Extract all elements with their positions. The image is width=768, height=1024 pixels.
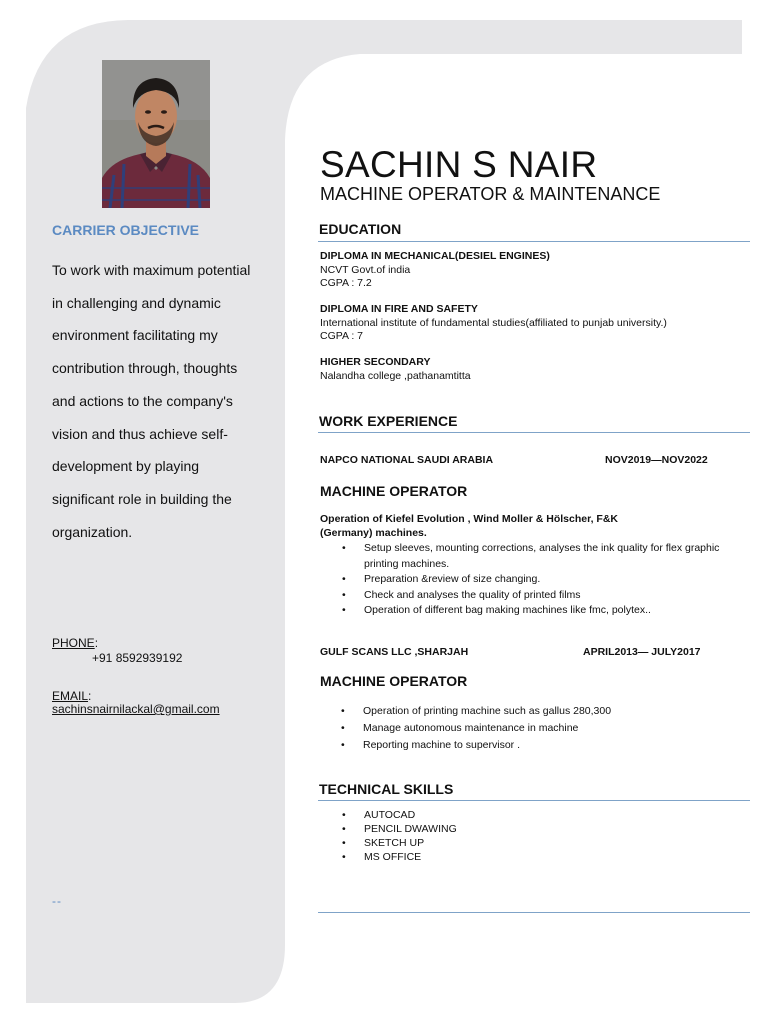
bullet-icon: • — [341, 705, 345, 717]
job-role: MACHINE OPERATOR — [320, 673, 468, 689]
skills-list — [340, 808, 640, 864]
bullet-icon: • — [342, 588, 346, 601]
email-link[interactable]: sachinsnairnilackal@gmail.com — [52, 702, 220, 716]
duty-text: printing machines. — [364, 557, 450, 570]
objective-line: significant role in building the — [52, 490, 232, 507]
bullet-icon: • — [342, 809, 346, 821]
job-duties-list — [339, 703, 751, 754]
duty-text: Operation of printing machine such as gallus 280,300 — [363, 705, 612, 717]
education-detail: CGPA : 7.2 — [320, 277, 372, 289]
work-rule — [318, 432, 750, 433]
bullet-icon: • — [342, 542, 346, 554]
duty-text: Reporting machine to supervisor . — [363, 739, 520, 751]
bullet-icon: • — [341, 722, 345, 734]
education-detail: International institute of fundamental studies(affiliated to punjab university.) — [320, 317, 667, 329]
bullet-icon: • — [342, 823, 346, 835]
duty-text: Setup sleeves, mounting corrections, analyses the ink quality for flex graphic — [364, 542, 720, 554]
list-item — [340, 588, 752, 604]
bullet-icon: • — [342, 604, 346, 616]
duty-text: Operation of different bag making machines like fmc, polytex.. — [364, 604, 651, 616]
candidate-name: SACHIN S NAIR — [320, 144, 598, 185]
education-title: DIPLOMA IN FIRE AND SAFETY — [320, 303, 478, 315]
skill-text: AUTOCAD — [364, 809, 416, 821]
skill-text: SKETCH UP — [364, 837, 425, 849]
list-item — [340, 836, 640, 850]
skill-text: PENCIL DWAWING — [364, 823, 457, 835]
objective-line: and actions to the company's — [52, 392, 233, 409]
job-role: MACHINE OPERATOR — [320, 483, 468, 499]
job-company: GULF SCANS LLC ,SHARJAH — [320, 646, 469, 658]
education-detail: CGPA : 7 — [320, 330, 363, 342]
objective-line: environment facilitating my — [52, 327, 218, 344]
job-duties-list — [340, 541, 752, 619]
skills-heading: TECHNICAL SKILLS — [319, 781, 454, 797]
objective-line: organization. — [52, 523, 133, 540]
phone-label-row — [52, 634, 98, 652]
phone-colon: : — [94, 636, 99, 650]
list-item — [339, 703, 751, 720]
list-item — [340, 808, 640, 822]
skill-text: MS OFFICE — [364, 851, 422, 863]
list-item — [339, 737, 751, 754]
candidate-title: MACHINE OPERATOR & MAINTENANCE — [320, 184, 661, 204]
education-detail: NCVT Govt.of india — [320, 264, 411, 276]
job-intro: Operation of Kiefel Evolution , Wind Moller & Hölscher, F&K — [320, 513, 619, 525]
job-dates: NOV2019—NOV2022 — [605, 454, 708, 466]
objective-line: To work with maximum potential — [52, 262, 251, 278]
job-intro: (Germany) machines. — [320, 527, 427, 539]
education-heading: EDUCATION — [319, 221, 402, 237]
work-heading: WORK EXPERIENCE — [319, 413, 458, 429]
phone-label: PHONE — [52, 636, 95, 650]
list-item — [340, 541, 752, 572]
objective-line: vision and thus achieve self- — [52, 425, 228, 442]
education-rule — [318, 241, 750, 242]
bullet-icon: • — [341, 739, 345, 751]
objective-line: development by playing — [52, 458, 200, 475]
skills-rule — [318, 800, 750, 801]
objective-text — [52, 254, 266, 548]
footer-rule — [318, 912, 750, 913]
list-item — [340, 822, 640, 836]
job-dates: APRIL2013— JULY2017 — [583, 646, 701, 658]
phone-number: +91 8592939192 — [92, 651, 183, 665]
email-label: EMAIL — [52, 689, 89, 703]
objective-heading: CARRIER OBJECTIVE — [52, 222, 200, 238]
duty-text: Manage autonomous maintenance in machine — [363, 722, 579, 734]
profile-photo — [102, 60, 210, 208]
email-colon: : — [88, 689, 92, 703]
sidebar-dashes: -- — [52, 894, 62, 908]
list-item — [339, 720, 751, 737]
bullet-icon: • — [342, 837, 346, 849]
objective-line: contribution through, thoughts — [52, 360, 238, 377]
education-title: DIPLOMA IN MECHANICAL(DESIEL ENGINES) — [320, 250, 550, 262]
duty-text: Preparation &review of size changing. — [364, 573, 541, 585]
education-detail: Nalandha college ,pathanamtitta — [320, 370, 471, 382]
bullet-icon: • — [342, 851, 346, 863]
objective-line: in challenging and dynamic — [52, 294, 221, 311]
bullet-icon: • — [342, 573, 346, 585]
duty-text: Check and analyses the quality of printed films — [364, 588, 581, 601]
education-title: HIGHER SECONDARY — [320, 356, 431, 368]
list-item — [340, 850, 640, 864]
list-item — [340, 572, 752, 588]
job-company: NAPCO NATIONAL SAUDI ARABIA — [320, 454, 494, 466]
list-item — [340, 603, 752, 619]
